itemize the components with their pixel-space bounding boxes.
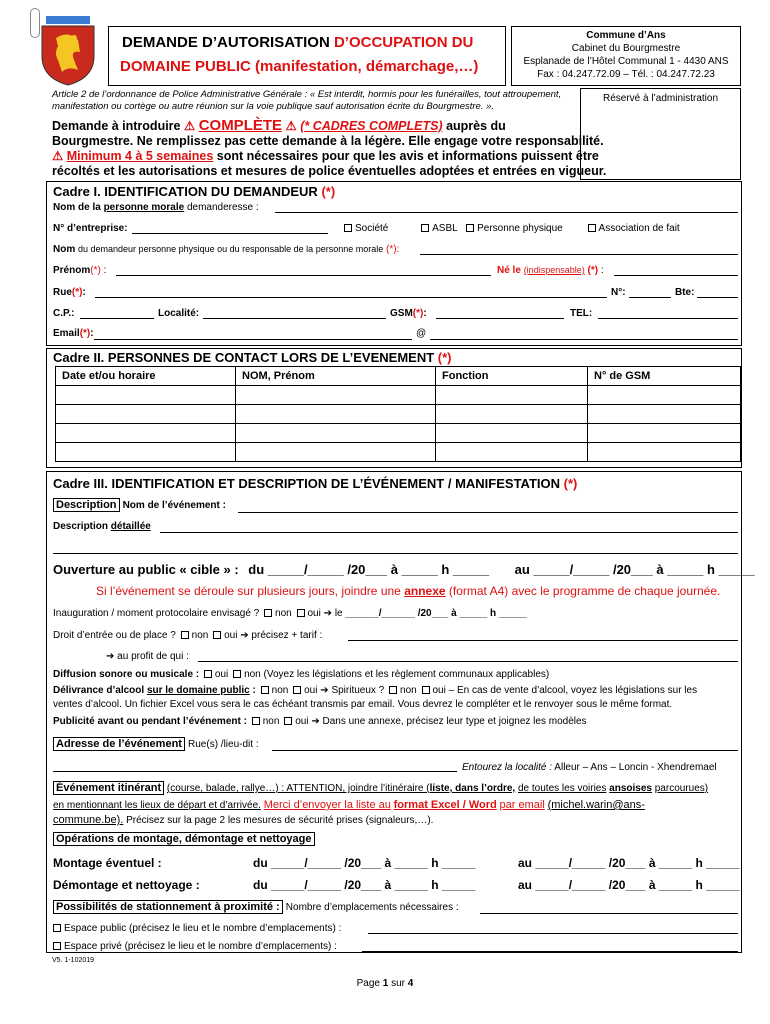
adresse-input[interactable] bbox=[272, 750, 738, 751]
localite-label: Localité: bbox=[158, 308, 200, 319]
itineraire-row: Événement itinérant (course, balade, rallye…) : ATTENTION, joindre l’itinéraire (liste, dans l’ordre, de toutes les voiries ansoises parcourues) bbox=[53, 782, 708, 794]
checkbox-personne-physique[interactable] bbox=[466, 224, 474, 232]
prenom-input[interactable] bbox=[116, 275, 491, 276]
commune-contact: Fax : 04.247.72.09 – Tél. : 04.247.72.23 bbox=[537, 69, 715, 80]
inauguration-row: Inauguration / moment protocolaire envisagé ? non oui ➔ le ______/______ /20___ à _____ h _____ bbox=[53, 608, 527, 619]
bte-input[interactable] bbox=[697, 297, 738, 298]
ne-le-row: Né le (indispensable) (*) : bbox=[497, 265, 604, 276]
diffusion-row: Diffusion sonore ou musicale : oui non (Voyez les législations et les règlement communaux applicables) bbox=[53, 669, 550, 680]
commune-name: Commune d’Ans bbox=[586, 30, 666, 41]
espace-public-input[interactable] bbox=[368, 933, 738, 934]
description-detaillee-input-2[interactable] bbox=[53, 553, 738, 554]
cabinet: Cabinet du Bourgmestre bbox=[571, 43, 681, 54]
arrow-right-icon: ➔ bbox=[240, 630, 249, 641]
espace-prive-row: Espace privé (précisez le lieu et le nombre d’emplacements) : bbox=[53, 941, 337, 952]
title-line2: DOMAINE PUBLIC (manifestation, démarchage,…) bbox=[120, 58, 479, 75]
nom-input[interactable] bbox=[420, 254, 738, 255]
page-number: Page 1 sur 4 bbox=[356, 978, 414, 989]
cadre-3-title: Cadre III. IDENTIFICATION ET DESCRIPTION DE L’ÉVÉNEMENT / MANIFESTATION (*) bbox=[53, 476, 578, 491]
checkbox-association[interactable] bbox=[588, 224, 596, 232]
tarif-input[interactable] bbox=[348, 640, 738, 641]
droit-oui-checkbox[interactable] bbox=[213, 631, 221, 639]
demontage-row: Démontage et nettoyage : bbox=[53, 878, 200, 892]
publicite-non-checkbox[interactable] bbox=[252, 717, 260, 725]
arrow-right-icon: ➔ bbox=[311, 716, 320, 727]
admin-reserved-label: Réservé à l’administration bbox=[602, 93, 719, 104]
version-label: V5. 1-102019 bbox=[52, 957, 95, 964]
table-row bbox=[56, 443, 741, 462]
checkbox-asbl[interactable] bbox=[421, 224, 429, 232]
publicite-row: Publicité avant ou pendant l’événement : non oui ➔ Dans une annexe, précisez leur type et joignez les modèles bbox=[53, 716, 587, 727]
personne-morale-input[interactable] bbox=[275, 212, 738, 213]
inauguration-non-checkbox[interactable] bbox=[264, 609, 272, 617]
gsm-input[interactable] bbox=[436, 318, 564, 319]
email-domain-input[interactable] bbox=[430, 339, 738, 340]
col-gsm: N° de GSM bbox=[588, 367, 741, 386]
col-nom: NOM, Prénom bbox=[236, 367, 436, 386]
commune-address: Esplanade de l’Hôtel Communal 1 - 4430 ANS bbox=[523, 56, 729, 67]
stationnement-row: Possibilités de stationnement à proximité : Nombre d’emplacements nécessaires : bbox=[53, 901, 459, 913]
droit-entree-row: Droit d’entrée ou de place ? non oui ➔ précisez + tarif : bbox=[53, 630, 323, 641]
espace-public-checkbox[interactable] bbox=[53, 924, 61, 932]
arrow-right-icon: ➔ bbox=[320, 685, 329, 696]
numero-label: N°: bbox=[611, 287, 626, 298]
warning-icon: ⚠ bbox=[52, 149, 64, 163]
personne-morale-row: Nom de la personne morale demanderesse : bbox=[53, 202, 259, 213]
au-profit-row: ➔ au profit de qui : bbox=[106, 651, 189, 662]
entreprise-row: N° d’entreprise: bbox=[53, 223, 128, 234]
tel-input[interactable] bbox=[598, 318, 738, 319]
itineraire-line3: commune.be). Précisez sur la page 2 les mesures de sécurité prises (signaleurs,…). bbox=[53, 814, 434, 826]
cadre-2-title: Cadre II. PERSONNES DE CONTACT LORS DE L’EVENEMENT (*) bbox=[53, 350, 452, 365]
gsm-label: GSM(*): bbox=[390, 308, 427, 319]
inauguration-oui-checkbox[interactable] bbox=[297, 609, 305, 617]
type-options: Société ASBL Personne physique Association de fait bbox=[338, 223, 680, 234]
plusieurs-jours-note: Si l’événement se déroule sur plusieurs jours, joindre une annexe (format A4) avec le programme de chaque journée. bbox=[96, 584, 721, 598]
description-row: Description Nom de l’événement : bbox=[53, 499, 226, 511]
warning-icon: ⚠ bbox=[285, 119, 297, 133]
diffusion-non-checkbox[interactable] bbox=[233, 670, 241, 678]
cp-input[interactable] bbox=[80, 318, 154, 319]
espace-prive-checkbox[interactable] bbox=[53, 942, 61, 950]
rue-row: Rue(*): bbox=[53, 287, 86, 298]
numero-input[interactable] bbox=[629, 297, 671, 298]
coat-of-arms-logo bbox=[40, 16, 96, 86]
cp-label: C.P.: bbox=[53, 308, 75, 319]
diffusion-oui-checkbox[interactable] bbox=[204, 670, 212, 678]
demontage-au: au _____/_____ /20___ à _____ h _____ bbox=[518, 878, 740, 892]
delivrance-row: Délivrance d’alcool sur le domaine public : non oui ➔ Spiritueux ? non oui – En cas de vente d’alcool, voyez les législations sur les bbox=[53, 685, 698, 696]
spiritueux-oui-checkbox[interactable] bbox=[422, 686, 430, 694]
demontage-du: du _____/_____ /20___ à _____ h _____ bbox=[253, 878, 476, 892]
arrow-right-icon: ➔ bbox=[106, 651, 115, 662]
paperclip-icon bbox=[30, 8, 40, 38]
montage-row: Montage éventuel : bbox=[53, 856, 162, 870]
date-naissance-input[interactable] bbox=[614, 275, 738, 276]
montage-du: du _____/_____ /20___ à _____ h _____ bbox=[253, 856, 476, 870]
warning-icon: ⚠ bbox=[183, 119, 196, 133]
droit-non-checkbox[interactable] bbox=[181, 631, 189, 639]
arrow-right-icon: ➔ bbox=[323, 608, 333, 619]
rue-input[interactable] bbox=[95, 297, 607, 298]
bte-label: Bte: bbox=[675, 287, 695, 298]
table-header-row bbox=[56, 367, 741, 386]
cadre-1-title: Cadre I. IDENTIFICATION DU DEMANDEUR (*) bbox=[53, 184, 336, 199]
alcool-oui-checkbox[interactable] bbox=[293, 686, 301, 694]
entourez-row: Entourez la localité : Alleur – Ans – Loncin - Xhendremael bbox=[462, 762, 717, 773]
espace-prive-input[interactable] bbox=[362, 951, 738, 952]
entreprise-input[interactable] bbox=[132, 233, 328, 234]
at-sign: @ bbox=[416, 328, 427, 339]
col-fonction: Fonction bbox=[436, 367, 588, 386]
table-row bbox=[56, 405, 741, 424]
spiritueux-non-checkbox[interactable] bbox=[389, 686, 397, 694]
localite-input[interactable] bbox=[203, 318, 386, 319]
alcool-non-checkbox[interactable] bbox=[261, 686, 269, 694]
title-line1: DEMANDE D’AUTORISATION D’OCCUPATION DU bbox=[122, 34, 474, 51]
description-detaillee-label: Description détaillée bbox=[53, 521, 151, 532]
article-text: Article 2 de l’ordonnance de Police Administrative Générale : « Est interdit, hormis pour les funérailles, tout attroupement, manifestation ou cortège ou autre réunion sur la voie publique sauf autorisation écrite du Bourgmestre. ». bbox=[52, 89, 562, 112]
email-label: Email(*): bbox=[53, 328, 94, 339]
checkbox-societe[interactable] bbox=[344, 224, 352, 232]
tel-label: TEL: bbox=[570, 308, 593, 319]
col-date: Date et/ou horaire bbox=[56, 367, 236, 386]
table-row bbox=[56, 424, 741, 443]
nom-row: Nom du demandeur personne physique ou du responsable de la personne morale (*): bbox=[53, 244, 400, 255]
itineraire-line2: en mentionnant les lieux de départ et d’arrivée. Merci d’envoyer la liste au format Excel / Word par email (michel.warin@ans- bbox=[53, 799, 645, 811]
excel-note: ventes d’alcool. Un fichier Excel vous sera le cas échéant transmis par email. Vous devrez le compléter et le renvoyer sous le même format. bbox=[53, 699, 673, 710]
adresse-row: Adresse de l’événement Rue(s) /lieu-dit : bbox=[53, 738, 259, 750]
table-row bbox=[56, 386, 741, 405]
ouverture-row: Ouverture au public « cible » : du _____/_____ /20___ à _____ h _____ au _____/_____ /20___ à _____ h _____ bbox=[53, 562, 755, 577]
espace-public-row: Espace public (précisez le lieu et le nombre d’emplacements) : bbox=[53, 923, 341, 934]
prenom-row: Prénom(*) : bbox=[53, 265, 107, 276]
nom-evenement-input[interactable] bbox=[238, 512, 738, 513]
adresse-input-2[interactable] bbox=[53, 771, 457, 772]
intro-paragraph: Demande à introduire ⚠ COMPLÈTE ⚠ (* CADRES COMPLETS) auprès du Bourgmestre. Ne remplissez pas cette demande à la légère. Elle engage votre responsabilité. ⚠ Minimum 4 à 5 semaines sont nécessaires pour que les avis et informations puissent être récoltés et les autorisations et mesures de police éventuelles adoptées et entrées en vigueur. bbox=[52, 117, 607, 178]
operations-label: Opérations de montage, démontage et nettoyage bbox=[53, 833, 315, 845]
contacts-table bbox=[55, 366, 741, 462]
publicite-oui-checkbox[interactable] bbox=[284, 717, 292, 725]
email-user-input[interactable] bbox=[94, 339, 412, 340]
au-profit-input[interactable] bbox=[198, 661, 738, 662]
nombre-emplacements-input[interactable] bbox=[480, 913, 738, 914]
description-detaillee-input[interactable] bbox=[160, 532, 738, 533]
montage-au: au _____/_____ /20___ à _____ h _____ bbox=[518, 856, 740, 870]
commune-box bbox=[511, 26, 741, 86]
